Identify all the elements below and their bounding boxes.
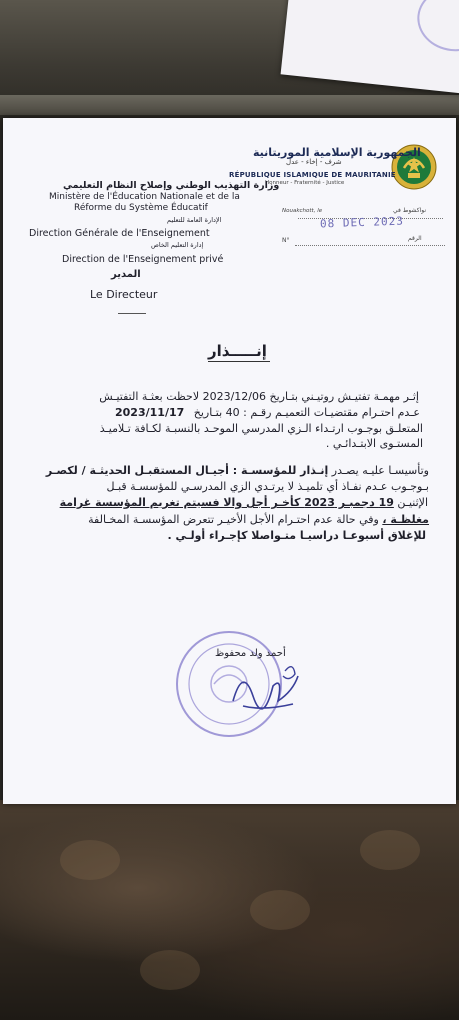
department-french: Direction de l'Enseignement privé [62,254,224,265]
directorate-french: Direction Générale de l'Enseignement [29,228,210,239]
signatory-name: أحمد ولد محفوظ [215,648,286,659]
paragraph2-line2: بـوجـوب عـدم نفـاذ أي تلميـذ لا يرتـدي الزي المدرسـي للمؤسسـة قبـل [106,480,429,493]
ministry-french-line2: Réforme du Système Éducatif [74,203,208,213]
paragraph2-line3 [60,496,428,509]
paragraph2-line3-pre: الإثنيـن [393,496,428,509]
background-pattern [140,950,200,990]
background-pattern [250,890,310,930]
paragraph2-line1-post: للمؤسسـة : أجيـال المستقبـل الحديثـة / لكصـر [45,464,301,477]
republic-name-arabic: الجمهورية الإسلامية الموريتانية [253,146,421,159]
official-letter [3,118,456,804]
number-dotted-line [295,245,445,246]
paragraph1-line2: عـدم احتـرام مقتضيـات التعميـم رقـم : 40 بتـاريخ [193,406,420,419]
number-label-arabic: الرقم [408,235,422,242]
handwritten-signature-icon [223,656,303,716]
department-arabic: إدارة التعليم الخاص [151,241,204,249]
deadline-text: 19 دجمبـر 2023 كأخـر أجل والا فسيتم تغريم المؤسسة غرامة [59,496,394,509]
director-underline [118,313,146,314]
paragraph1-line1: إثـر مهمـة تفتيـش روتيـني بتـاريخ 2023/12/06 لاحظت بعثـة التفتيـش [99,390,419,403]
background-pattern [360,830,420,870]
date-label-arabic: نواكشوط في [393,207,427,214]
director-title-arabic: المدير [111,269,141,280]
motto-french: Honneur - Fraternité - Justice [265,180,345,186]
date-stamp: 08 DEC 2023 [319,214,405,231]
motto-arabic: شرف - إخاء - عدل [286,158,342,166]
paragraph2-line1-pre: وتأسيسـا عليـه يصـدر [328,464,429,477]
background-stripe [0,95,459,115]
paragraph2-line5: للإغلاق أسبوعـا دراسيـا متـواصلا كإجـراء أولـي . [167,529,426,542]
paragraph1-line4: المستـوى الابتـدائـي . [325,437,423,450]
paragraph2-line4-rest: وفي حالة عدم احتـرام الأجل الأخيـر تتعرض المؤسسـة المخـالفة [88,513,383,526]
ministry-french-line1: Ministère de l'Éducation Nationale et de la [49,192,240,202]
place-label: Nouakchott, le [282,208,323,214]
number-label: N° [282,237,290,244]
background-pattern [60,840,120,880]
paragraph1-line3: المتعلـق بوجـوب ارتـداء الـزي المدرسي الموحـد بالنسبـة لكـافة تـلاميـذ [99,422,423,435]
director-title-french: Le Directeur [90,288,158,301]
warning-word: إنـذار [300,464,329,477]
ministry-arabic: وزارة التهذيب الوطني وإصلاح النظام التعليمي [63,180,280,191]
republic-name-french: RÉPUBLIQUE ISLAMIQUE DE MAURITANIE [229,171,396,179]
background-stamp-icon [414,0,459,55]
circular-date: 2023/11/17 [115,406,185,419]
letter-title: إنـــــذار [208,342,267,360]
penalty-word: مغلظـة ، [382,513,429,526]
paragraph2-line4 [88,513,429,526]
paragraph2-line1 [46,464,429,477]
directorate-arabic: الإدارة العامة للتعليم [167,216,222,224]
title-underline [208,361,270,362]
background-bottom [0,800,459,1020]
